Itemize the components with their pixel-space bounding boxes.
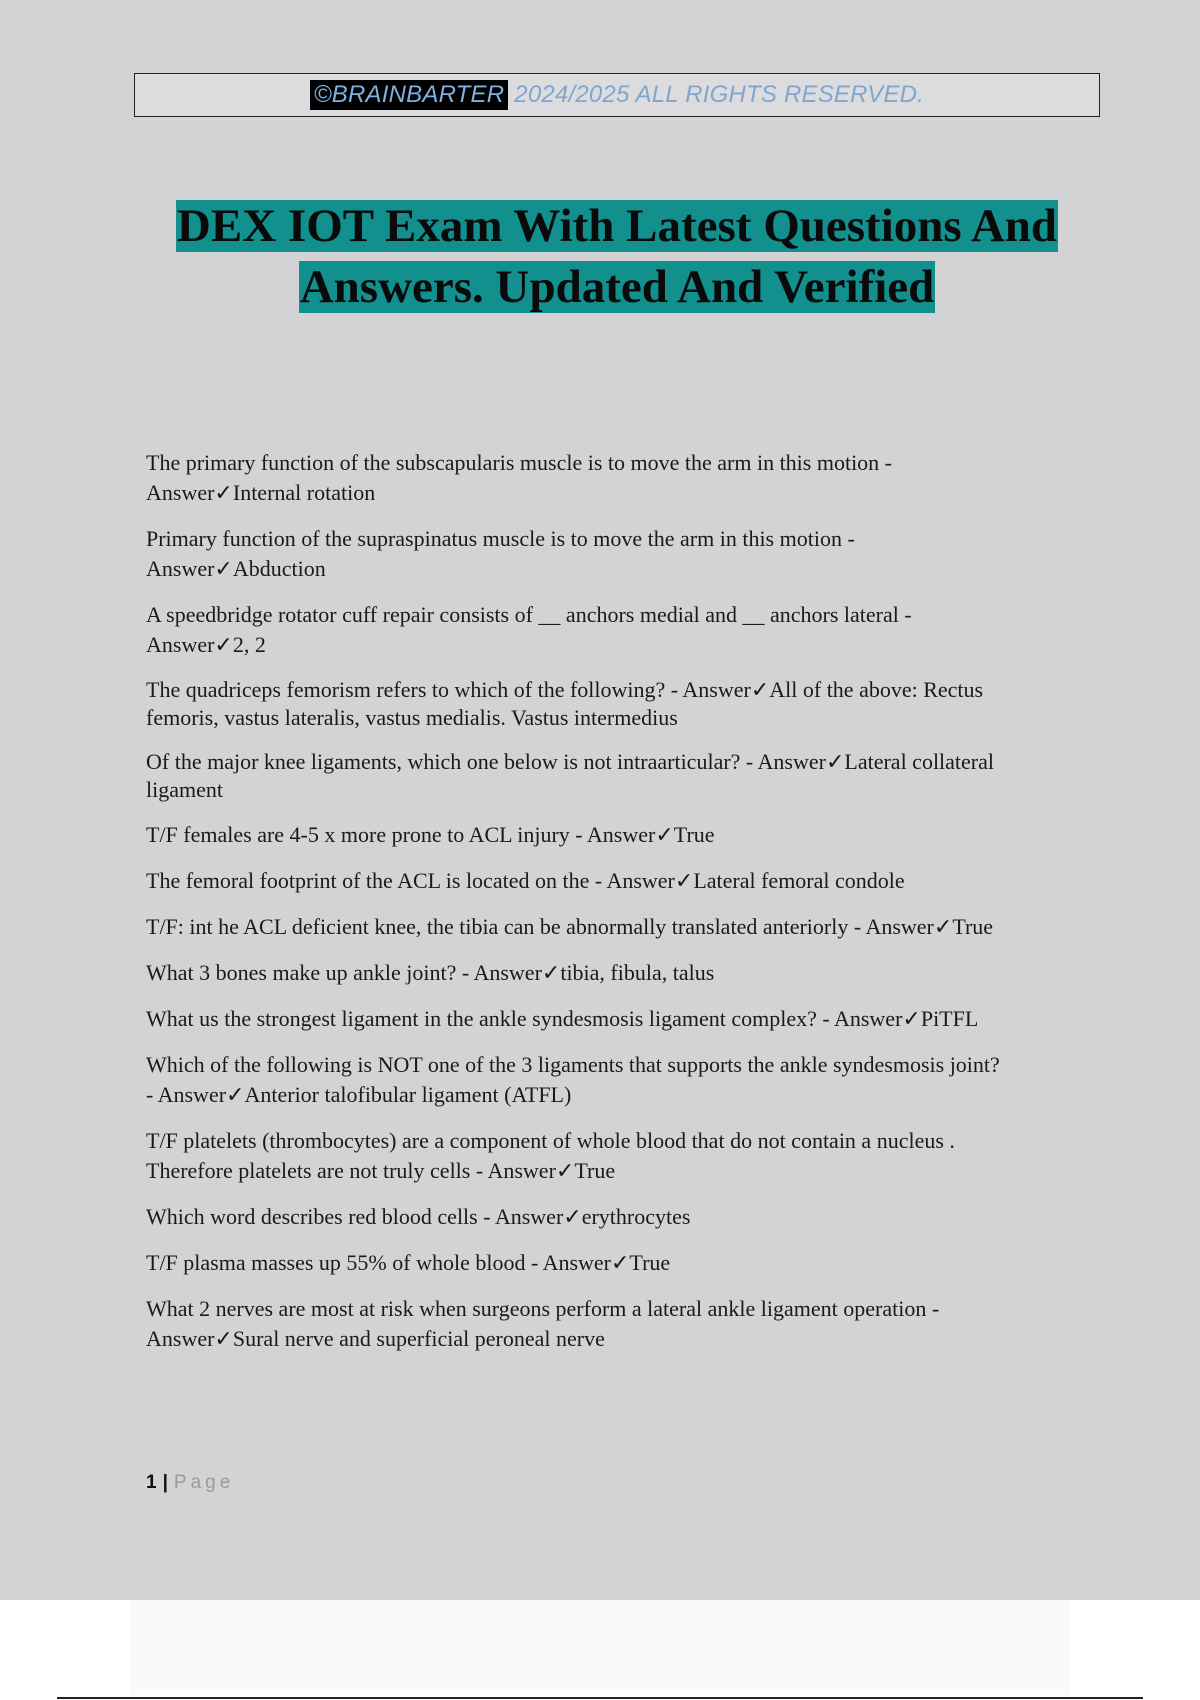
page-separator: | [162,1472,168,1493]
qa-question-text: T/F plasma masses up 55% of whole blood - Answer✓True [146,1250,671,1275]
qa-question-text: T/F females are 4-5 x more prone to ACL injury - Answer✓True [146,822,715,847]
copyright-banner [310,80,924,110]
qa-list [146,448,1096,1370]
qa-answer-text: femoris, vastus lateralis, vastus medialis. Vastus intermedius [146,705,678,730]
qa-item [146,1004,1096,1034]
next-page-top [130,1600,1070,1695]
page-number: 1 [146,1472,157,1493]
qa-question-text: T/F platelets (thrombocytes) are a component of whole blood that do not contain a nucleus . [146,1128,955,1153]
qa-item [146,1126,1096,1186]
rights-label: 2024/2025 ALL RIGHTS RESERVED. [514,81,925,108]
title-line-1: DEX IOT Exam With Latest Questions And [176,200,1058,252]
title-line-2: Answers. Updated And Verified [299,261,935,313]
qa-question-text: What 2 nerves are most at risk when surgeons perform a lateral ankle ligament operation - [146,1296,940,1321]
page-word: Page [173,1472,235,1493]
qa-answer-text: Answer✓Internal rotation [146,480,376,505]
qa-item [146,600,1096,660]
qa-item [146,676,1096,732]
qa-question-text: Which of the following is NOT one of the 3 ligaments that supports the ankle syndesmosis joint? [146,1052,1000,1077]
page-title [100,196,1134,318]
qa-item [146,748,1096,804]
qa-question-text: What 3 bones make up ankle joint? - Answer✓tibia, fibula, talus [146,960,715,985]
qa-question-text: The quadriceps femorism refers to which of the following? - Answer✓All of the above: Rectus [146,677,984,702]
qa-answer-text: Answer✓2, 2 [146,632,266,657]
qa-question-text: Which word describes red blood cells - Answer✓erythrocytes [146,1204,691,1229]
qa-question-text: T/F: int he ACL deficient knee, the tibia can be abnormally translated anteriorly - Answer✓True [146,914,994,939]
qa-item [146,1248,1096,1278]
qa-item [146,1202,1096,1232]
qa-item [146,866,1096,896]
qa-item [146,820,1096,850]
qa-item [146,958,1096,988]
qa-question-text: A speedbridge rotator cuff repair consists of __ anchors medial and __ anchors lateral - [146,602,912,627]
qa-answer-text: Answer✓Sural nerve and superficial peroneal nerve [146,1326,605,1351]
qa-item [146,912,1096,942]
qa-question-text: Primary function of the supraspinatus muscle is to move the arm in this motion - [146,526,855,551]
qa-question-text: The femoral footprint of the ACL is located on the - Answer✓Lateral femoral condole [146,868,905,893]
page-divider-line [57,1697,1143,1699]
qa-answer-text: ligament [146,777,223,802]
copyright-header [134,73,1100,117]
qa-question-text: The primary function of the subscapularis muscle is to move the arm in this motion - [146,450,893,475]
qa-item [146,1050,1096,1110]
qa-answer-text: Therefore platelets are not truly cells - Answer✓True [146,1158,616,1183]
page-footer [146,1472,234,1494]
qa-question-text: What us the strongest ligament in the ankle syndesmosis ligament complex? - Answer✓PiTFL [146,1006,979,1031]
brand-label: ©BRAINBARTER [310,80,508,110]
qa-question-text: Of the major knee ligaments, which one below is not intraarticular? - Answer✓Lateral collateral [146,749,995,774]
qa-item [146,448,1096,508]
qa-item [146,524,1096,584]
qa-answer-text: Answer✓Abduction [146,556,326,581]
qa-item [146,1294,1096,1354]
qa-answer-text: - Answer✓Anterior talofibular ligament (ATFL) [146,1082,572,1107]
